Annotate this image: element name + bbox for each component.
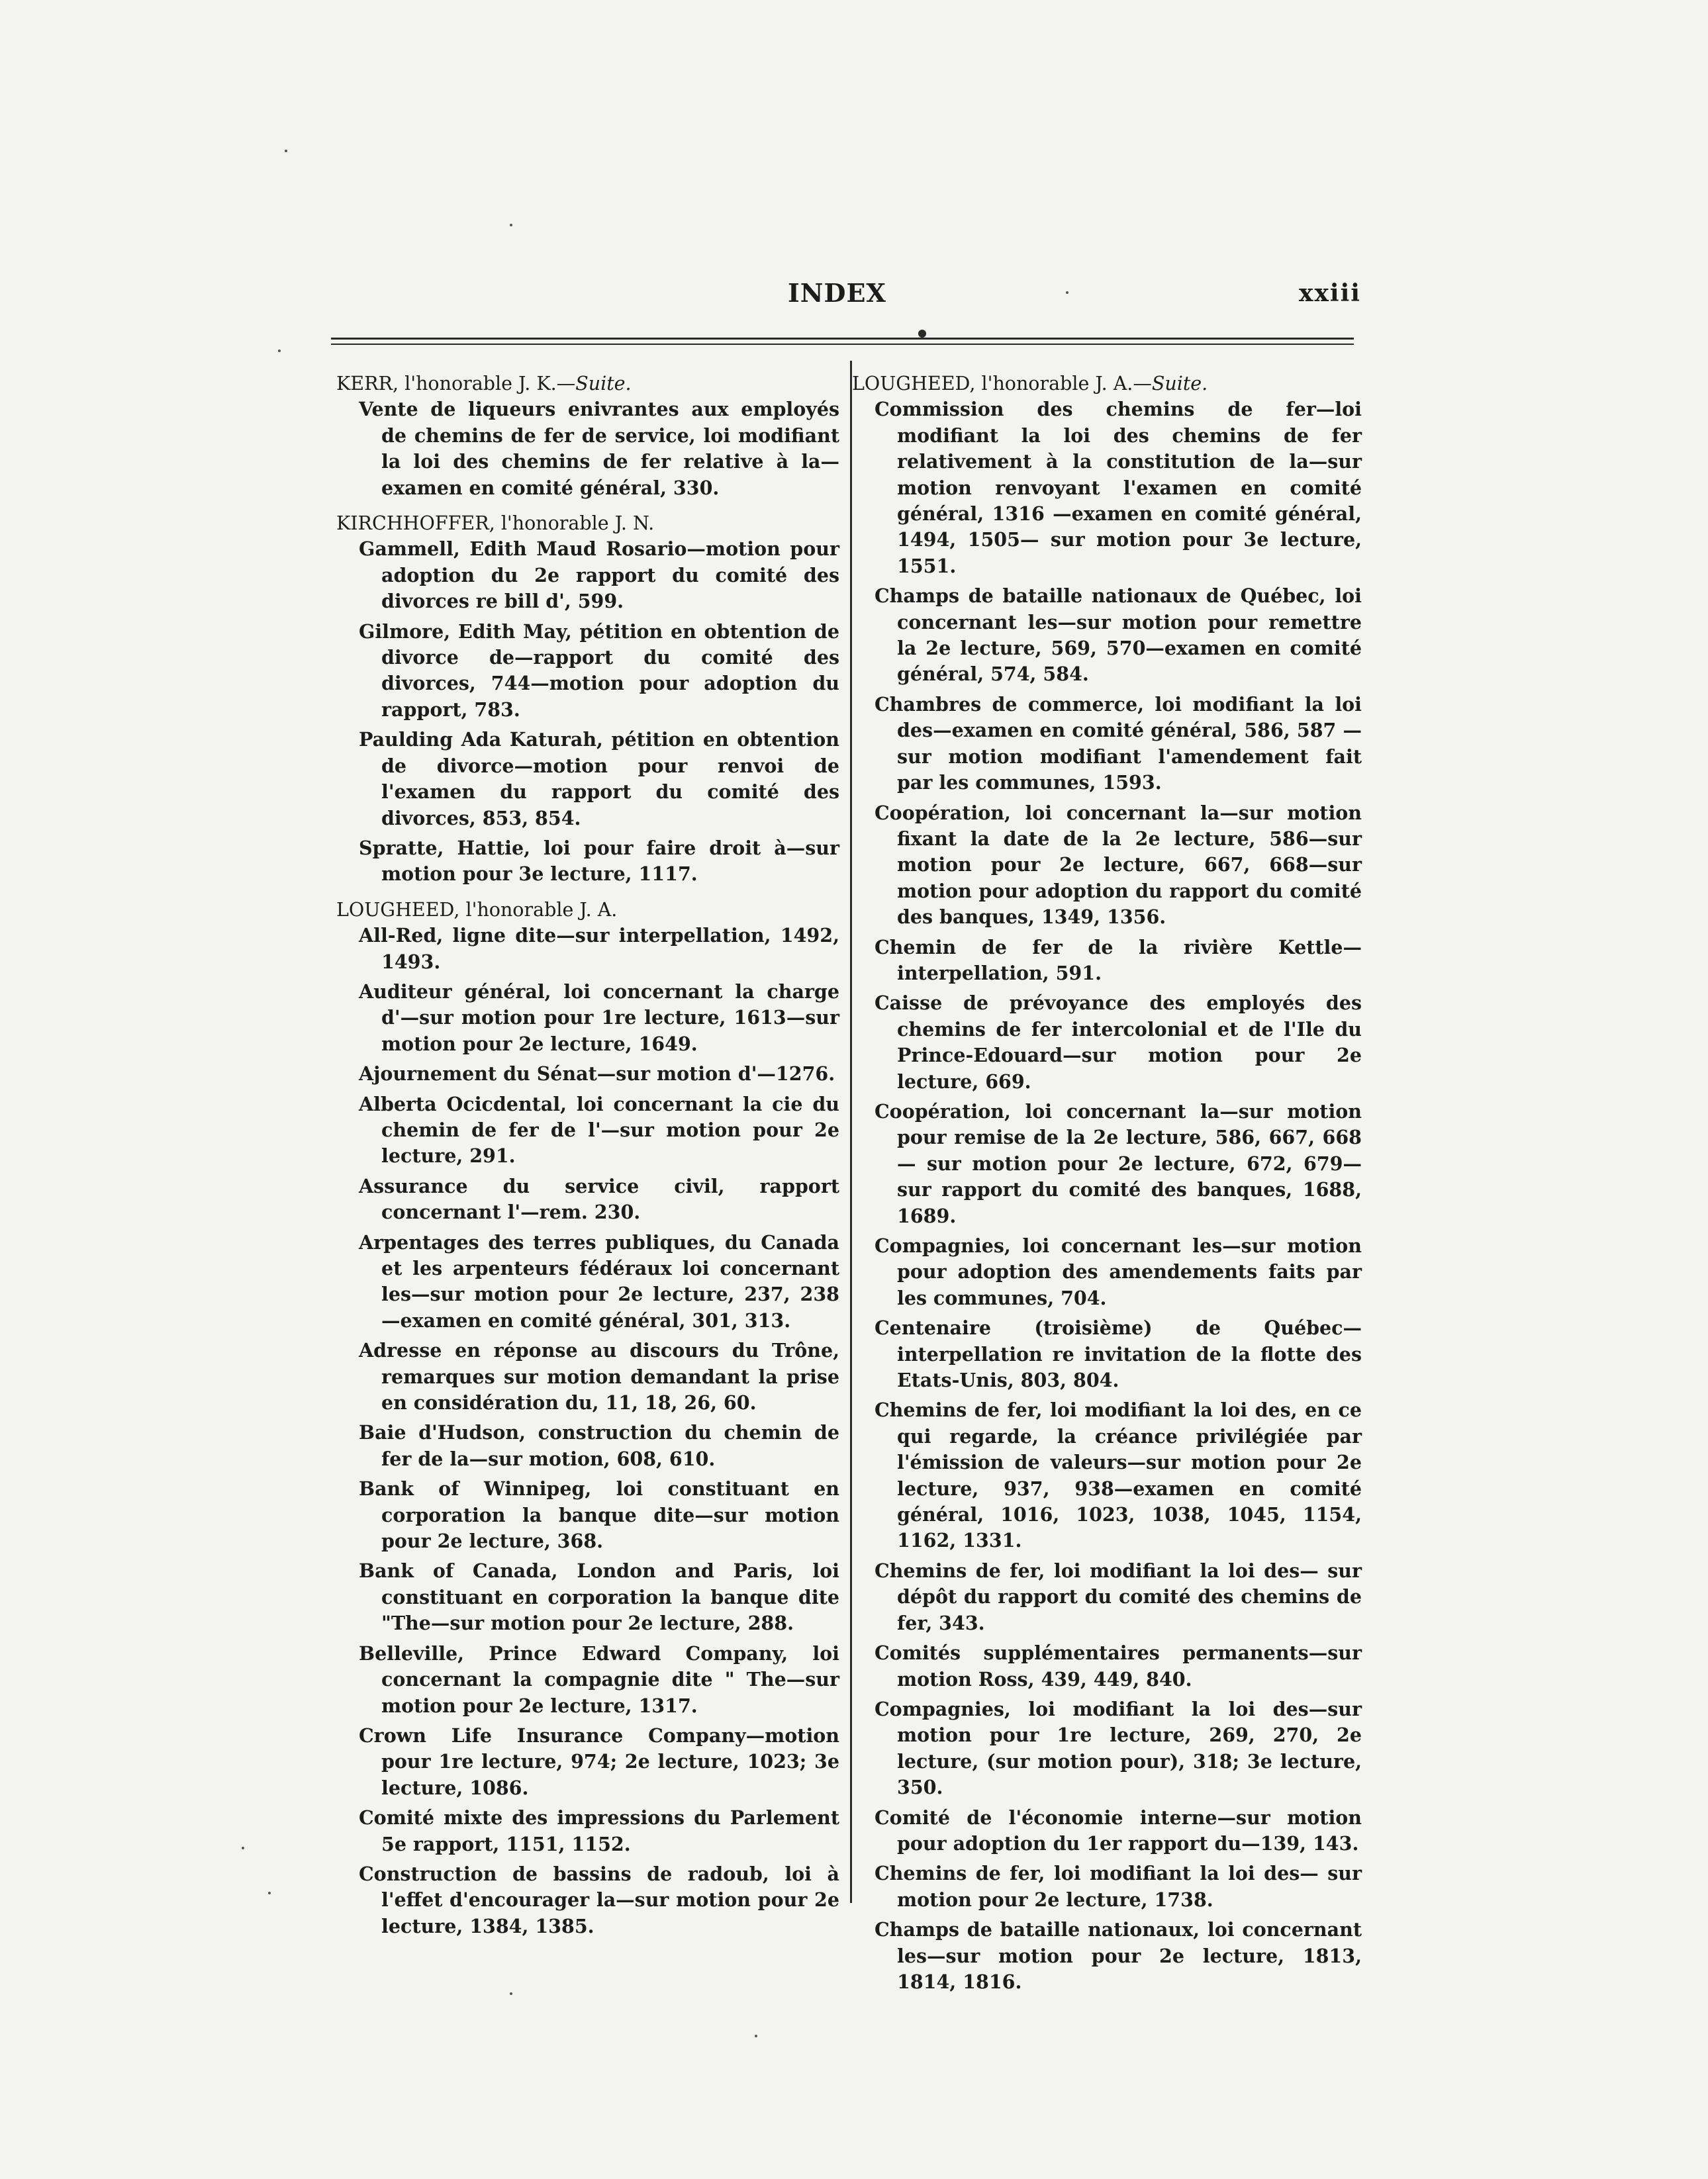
- sub-entry: Gammell, Edith Maud Rosario—motion pour adoption du 2e rapport du comité des divorces re bill d', 599.: [359, 537, 839, 613]
- sub-entry: Auditeur général, loi concernant la charge d'—sur motion pour 1re lecture, 1613—sur motion pour 2e lecture, 1649.: [359, 980, 839, 1055]
- sub-entry: Chemins de fer, loi modifiant la loi des— sur dépôt du rapport du comité des chemins de fer, 343.: [875, 1559, 1362, 1634]
- right-column: [852, 371, 1362, 2002]
- sub-entry: Coopération, loi concernant la—sur motion fixant la date de la 2e lecture, 586—sur motion pour 2e lecture, 667, 668—sur motion pour adoption du rapport du comité des banques, 1349, 1356.: [875, 801, 1362, 929]
- sub-entry: Champs de bataille nationaux, loi concernant les—sur motion pour 2e lecture, 1813, 1814, 1816.: [875, 1918, 1362, 1993]
- entry-heading: LOUGHEED, l'honorable J. A.: [336, 898, 618, 921]
- rule-ornament: [918, 330, 926, 338]
- sub-entry: Chambres de commerce, loi modifiant la loi des—examen en comité général, 586, 587 —sur motion modifiant l'amendement fait par les communes, 1593.: [875, 692, 1362, 794]
- index-entry: [336, 897, 839, 1939]
- left-column: [336, 371, 839, 1946]
- sub-entry: Chemins de fer, loi modifiant la loi des, en ce qui regarde, la créance privilégiée par l'émission de valeurs—sur motion pour 2e lecture, 937, 938—examen en comité général, 1016, 1023, 1038, 1045, 1154, 1162, 1331.: [875, 1399, 1362, 1552]
- sub-entry: Paulding Ada Katurah, pétition en obtention de divorce—motion pour renvoi de l'examen du rapport du comité des divorces, 853, 854.: [359, 728, 839, 829]
- index-entry: [336, 371, 839, 501]
- sub-entry: Centenaire (troisième) de Québec—interpellation re invitation de la flotte des Etats-Unis, 803, 804.: [875, 1317, 1362, 1392]
- sub-entry: Belleville, Prince Edward Company, loi concernant la compagnie dite " The—sur motion pour 2e lecture, 1317.: [359, 1642, 839, 1717]
- entry-heading: KERR, l'honorable J. K.—Suite.: [336, 373, 632, 394]
- scan-speck: [755, 2035, 757, 2037]
- page-title: INDEX: [788, 278, 886, 308]
- sub-entry: Comité de l'économie interne—sur motion pour adoption du 1er rapport du—139, 143.: [875, 1806, 1362, 1855]
- index-entry: [852, 371, 1362, 1995]
- sub-entry: Commission des chemins de fer—loi modifiant la loi des chemins de fer relativement à la constitution de la—sur motion renvoyant l'examen en comité général, 1316 —examen en comité général, 1494, 1505— sur motion pour 3e lecture, 1551.: [875, 398, 1362, 577]
- scan-speck: [278, 349, 281, 352]
- scan-speck: [510, 1992, 512, 1995]
- index-entry: [336, 510, 839, 888]
- sub-entry: Chemins de fer, loi modifiant la loi des— sur motion pour 2e lecture, 1738.: [875, 1862, 1362, 1911]
- sub-entry: Bank of Winnipeg, loi constituant en corporation la banque dite—sur motion pour 2e lecture, 368.: [359, 1477, 839, 1553]
- sub-entry: Crown Life Insurance Company—motion pour 1re lecture, 974; 2e lecture, 1023; 3e lecture, 1086.: [359, 1724, 839, 1799]
- sub-entry: Vente de liqueurs enivrantes aux employés de chemins de fer de service, loi modifiant la loi des chemins de fer relative à la—examen en comité général, 330.: [359, 398, 839, 499]
- sub-entry: Caisse de prévoyance des employés des chemins de fer intercolonial et de l'Ile du Prince-Edouard—sur motion pour 2e lecture, 669.: [875, 992, 1362, 1093]
- sub-entry: Spratte, Hattie, loi pour faire droit à—sur motion pour 3e lecture, 1117.: [359, 836, 839, 886]
- scan-speck: [242, 1847, 244, 1849]
- sub-entry: Bank of Canada, London and Paris, loi constituant en corporation la banque dite "The—sur motion pour 2e lecture, 288.: [359, 1559, 839, 1635]
- sub-entry: Ajournement du Sénat—sur motion d'—1276.: [359, 1062, 835, 1086]
- header-rule-bottom: [331, 344, 1354, 345]
- entry-heading: LOUGHEED, l'honorable J. A.—Suite.: [852, 373, 1208, 394]
- sub-entry: All-Red, ligne dite—sur interpellation, 1492, 1493.: [359, 924, 839, 973]
- sub-entry: Compagnies, loi modifiant la loi des—sur motion pour 1re lecture, 269, 270, 2e lecture, (sur motion pour), 318; 3e lecture, 350.: [875, 1697, 1362, 1799]
- scan-speck: [268, 1892, 271, 1894]
- sub-entry: Alberta Ocicdental, loi concernant la cie du chemin de fer de l'—sur motion pour 2e lecture, 291.: [359, 1092, 839, 1168]
- scan-speck: [510, 224, 512, 226]
- sub-entry: Comité mixte des impressions du Parlement 5e rapport, 1151, 1152.: [359, 1806, 839, 1855]
- sub-entry: Assurance du service civil, rapport concernant l'—rem. 230.: [359, 1174, 839, 1224]
- sub-entry: Comités supplémentaires permanents—sur motion Ross, 439, 449, 840.: [875, 1642, 1362, 1691]
- sub-entry: Chemin de fer de la rivière Kettle—interpellation, 591.: [875, 935, 1362, 984]
- entry-heading: KIRCHHOFFER, l'honorable J. N.: [336, 512, 655, 535]
- scan-speck: [285, 150, 287, 152]
- sub-entry: Champs de bataille nationaux de Québec, loi concernant les—sur motion pour remettre la 2e lecture, 569, 570—examen en comité général, 574, 584.: [875, 584, 1362, 686]
- header-rule-top: [331, 338, 1354, 340]
- sub-entry: Baie d'Hudson, construction du chemin de fer de la—sur motion, 608, 610.: [359, 1421, 839, 1470]
- page-number: xxiii: [1299, 279, 1361, 307]
- scan-speck: [1066, 291, 1068, 294]
- sub-entry: Arpentages des terres publiques, du Canada et les arpenteurs fédéraux loi concernant les—sur motion pour 2e lecture, 237, 238 —examen en comité général, 301, 313.: [359, 1230, 839, 1332]
- sub-entry: Coopération, loi concernant la—sur motion pour remise de la 2e lecture, 586, 667, 668— sur motion pour 2e lecture, 672, 679—sur rapport du comité des banques, 1688, 1689.: [875, 1099, 1362, 1227]
- sub-entry: Gilmore, Edith May, pétition en obtention de divorce de—rapport du comité des divorces, 744—motion pour adoption du rapport, 783.: [359, 620, 839, 721]
- sub-entry: Compagnies, loi concernant les—sur motion pour adoption des amendements faits par les communes, 704.: [875, 1234, 1362, 1309]
- sub-entry: Construction de bassins de radoub, loi à l'effet d'encourager la—sur motion pour 2e lecture, 1384, 1385.: [359, 1862, 839, 1937]
- sub-entry: Adresse en réponse au discours du Trône, remarques sur motion demandant la prise en considération du, 11, 18, 26, 60.: [359, 1339, 839, 1414]
